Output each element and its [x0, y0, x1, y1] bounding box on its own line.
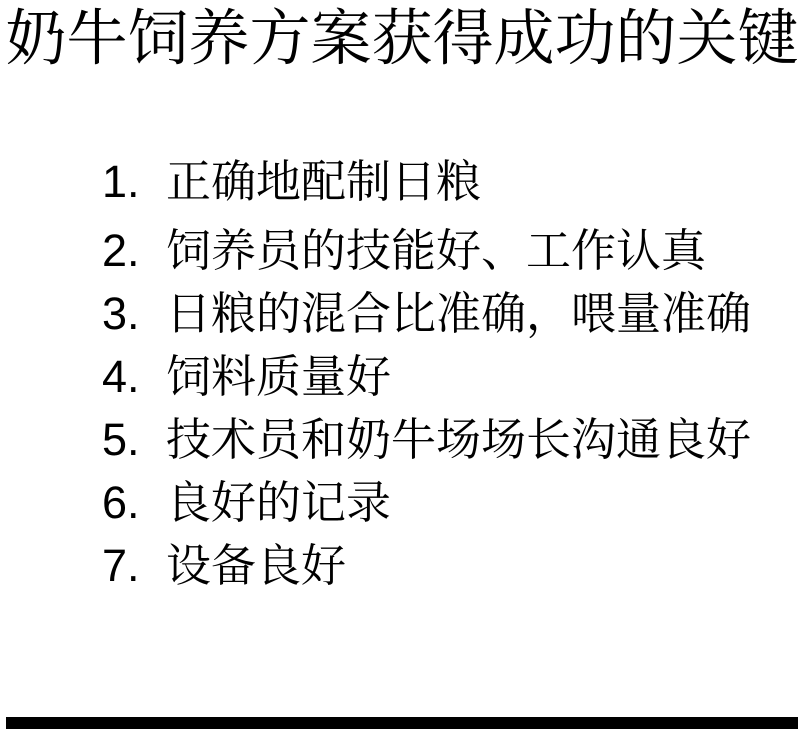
list-item — [102, 471, 751, 534]
list-item-number: 3. — [102, 288, 140, 339]
list-item-text: 设备良好 — [166, 541, 347, 591]
list-item-text: 正确地配制日粮 — [166, 157, 482, 207]
list-item-number: 2. — [102, 225, 140, 276]
list-item-number: 7. — [102, 540, 140, 591]
list-item-text: 良好的记录 — [166, 478, 392, 528]
list-item-number: 4. — [102, 351, 140, 402]
list-item-text: 饲料质量好 — [166, 352, 392, 402]
list-item-number: 5. — [102, 414, 140, 465]
list-item-text: 日粮的混合比准确，喂量准确 — [166, 289, 752, 339]
bottom-divider-line — [6, 717, 798, 729]
slide-title: 奶牛饲养方案获得成功的关键 — [5, 6, 799, 73]
list-item — [102, 345, 751, 408]
list-item-number: 1. — [102, 156, 140, 207]
list-item — [102, 219, 751, 282]
list-item — [102, 150, 751, 213]
list-item — [102, 534, 751, 597]
list-item-text: 饲养员的技能好、工作认真 — [166, 226, 707, 276]
list-item — [102, 282, 751, 345]
list-item-number: 6. — [102, 477, 140, 528]
list-item-text: 技术员和奶牛场场长沟通良好 — [166, 415, 752, 465]
list-item — [102, 408, 751, 471]
key-points-list — [102, 150, 751, 597]
